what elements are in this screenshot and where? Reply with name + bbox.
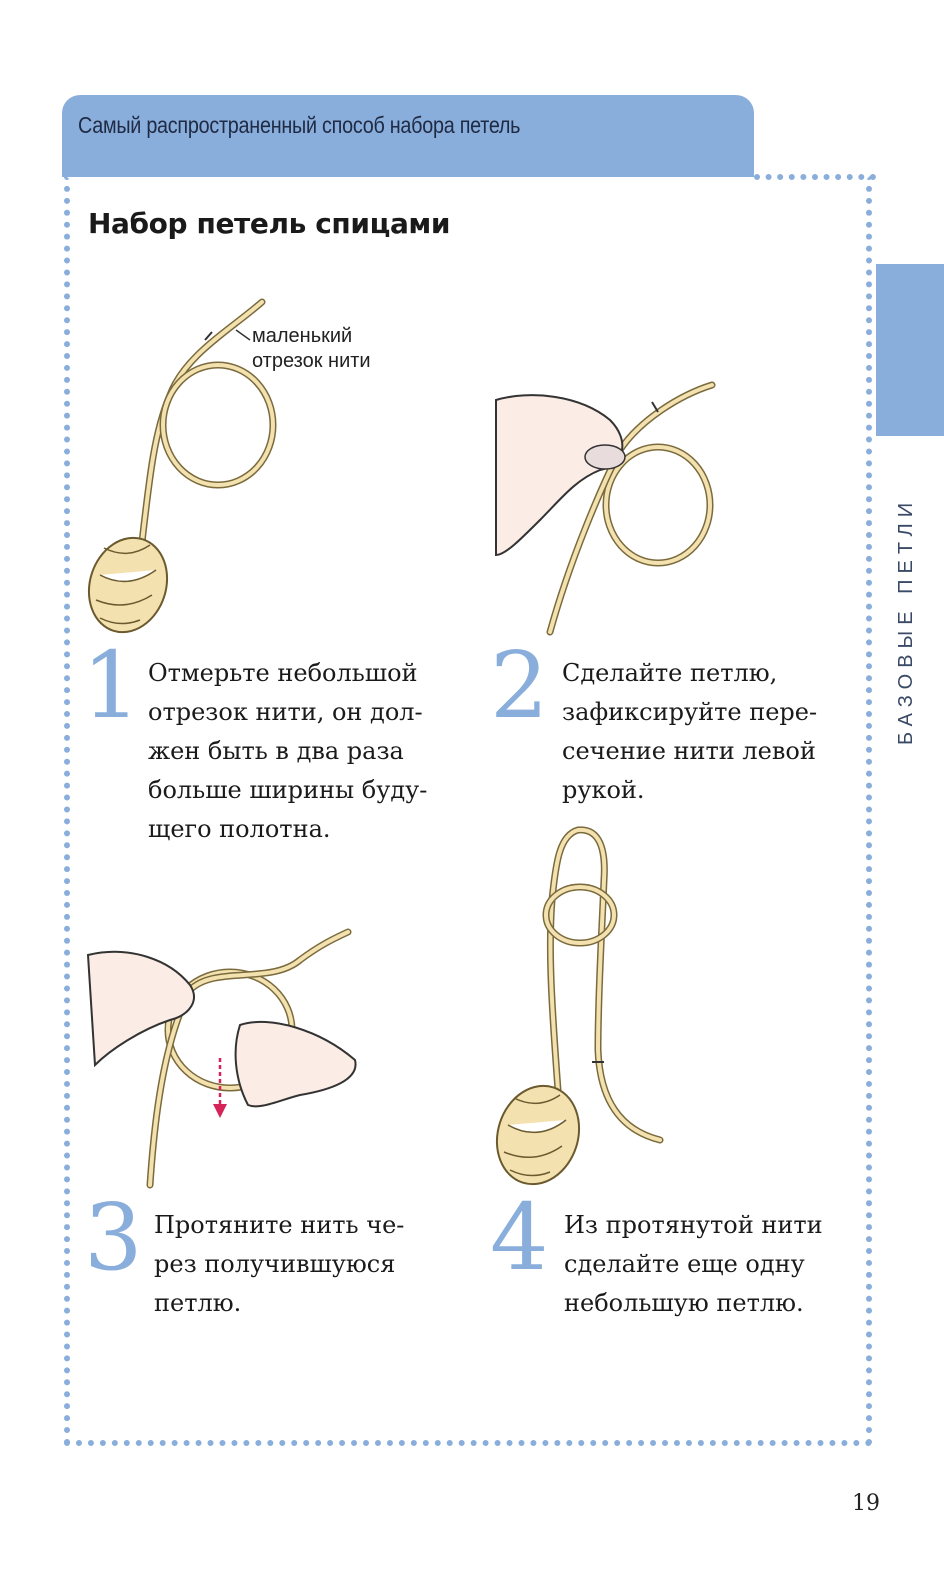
illustration-3-pull-through <box>88 932 356 1185</box>
header-title: Самый распространенный способ набора петель <box>78 112 521 138</box>
right-hand-icon <box>236 1022 356 1106</box>
yarn-ball-icon <box>77 528 179 643</box>
step-1-number: 1 <box>82 632 141 739</box>
step-2-number: 2 <box>490 632 549 739</box>
section-heading: Набор петель спицами <box>88 207 451 240</box>
step-3-text: Протяните нить че- рез получившуюся петлю. <box>154 1211 405 1317</box>
illustration-1-yarn-loop <box>77 302 273 642</box>
step-4-text: Из протянутой нити сделайте еще одну небольшую петлю. <box>564 1211 823 1317</box>
illustration-4-second-loop <box>485 830 660 1195</box>
left-hand-icon <box>88 952 194 1065</box>
callout-short-thread <box>252 324 371 374</box>
side-tab-label: БАЗОВЫЕ ПЕТЛИ <box>895 496 917 745</box>
callout-text: маленький отрезок нити <box>252 325 371 372</box>
step-2-text: Сделайте петлю, зафиксируйте пере- сечение нити левой рукой. <box>562 659 818 804</box>
illustration-2-hand-loop <box>496 385 712 632</box>
step-4-number: 4 <box>490 1184 549 1291</box>
step-3-number: 3 <box>84 1184 143 1291</box>
yarn-ball-icon <box>485 1075 592 1195</box>
page-number: 19 <box>852 1491 880 1516</box>
step-1-text: Отмерьте небольшой отрезок нити, он дол- жен быть в два раза больше ширины буду- щего полотна. <box>148 659 428 843</box>
hand-icon <box>496 395 622 555</box>
